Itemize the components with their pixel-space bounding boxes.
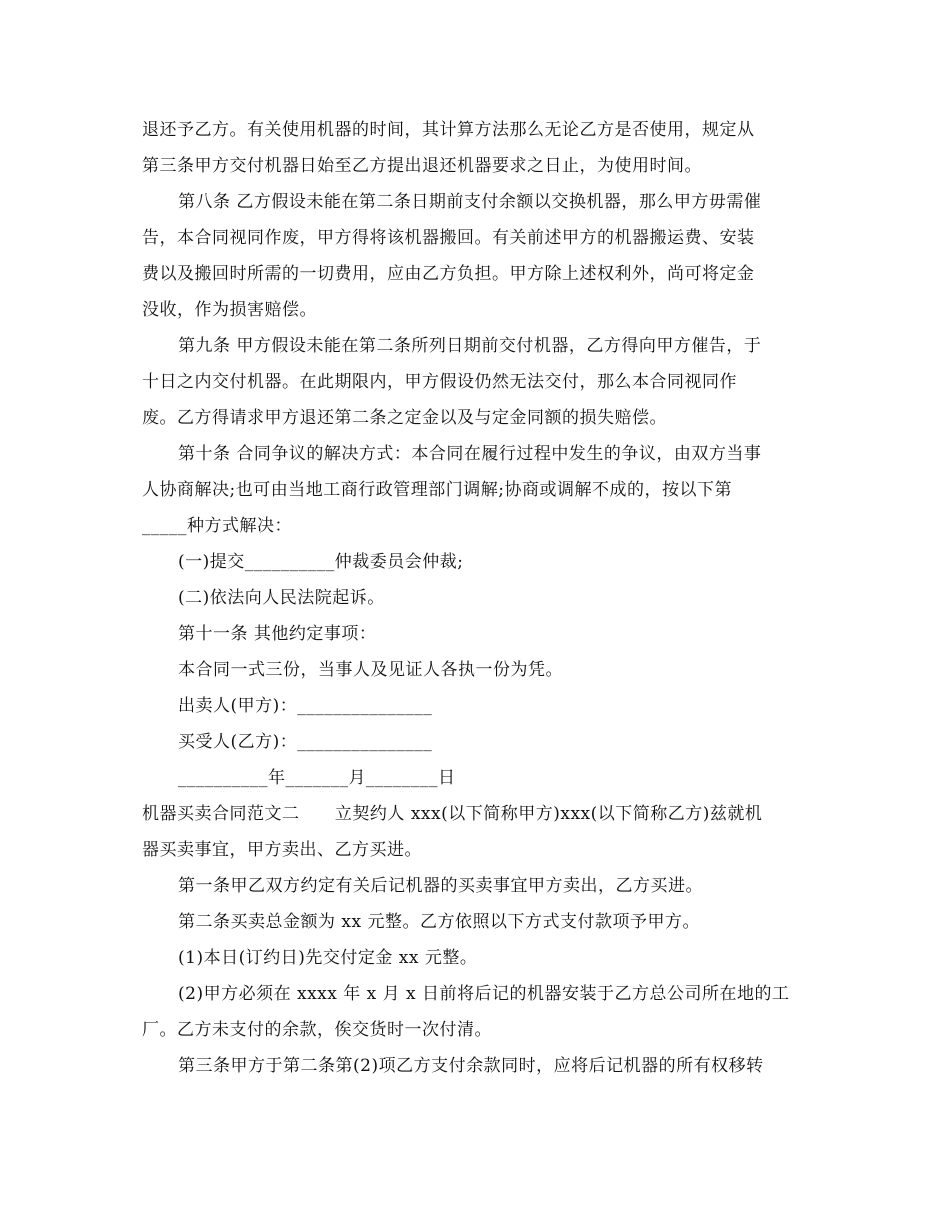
- article-3-line: 第三条甲方于第二条第(2)项乙方支付余款同时，应将后记机器的所有权移转: [178, 1056, 764, 1076]
- article-10-line: 第十条 合同争议的解决方式：本合同在履行过程中发生的争议，由双方当事: [178, 444, 762, 464]
- article-9-line: 第九条 甲方假设未能在第二条所列日期前交付机器，乙方得向甲方催告，于: [178, 336, 762, 356]
- text-line: 器买卖事宜，甲方卖出、乙方买进。: [142, 840, 422, 860]
- contract-two-title-line: 机器买卖合同范文二 立契约人 xxx(以下简称甲方)xxx(以下简称乙方)兹就机: [142, 804, 763, 824]
- option-2-line: (二)依法向人民法院起诉。: [178, 588, 385, 608]
- text-line: 十日之内交付机器。在此期限内，甲方假设仍然无法交付，那么本合同视同作: [142, 372, 737, 392]
- copies-line: 本合同一式三份，当事人及见证人各执一份为凭。: [178, 660, 563, 680]
- text-line: 没收，作为损害赔偿。: [142, 300, 317, 320]
- option-1-line: (一)提交__________仲裁委员会仲裁;: [178, 552, 464, 572]
- article-2-line: 第二条买卖总金额为 xx 元整。乙方依照以下方式支付款项予甲方。: [178, 912, 700, 932]
- buyer-signature-line: 买受人(乙方)：_______________: [178, 732, 433, 752]
- seller-signature-line: 出卖人(甲方)：_______________: [178, 696, 433, 716]
- item-1-line: (1)本日(订约日)先交付定金 xx 元整。: [178, 948, 478, 968]
- item-2-line: (2)甲方必须在 xxxx 年 x 月 x 日前将后记的机器安装于乙方总公司所在地的工: [178, 984, 790, 1004]
- text-line: 费以及搬回时所需的一切费用，应由乙方负担。甲方除上述权利外，尚可将定金: [142, 264, 755, 284]
- article-8-line: 第八条 乙方假设未能在第二条日期前支付余额以交换机器，那么甲方毋需催: [178, 192, 762, 212]
- text-line: 厂。乙方未支付的余款，俟交货时一次付清。: [142, 1020, 492, 1040]
- text-line: 第三条甲方交付机器日始至乙方提出退还机器要求之日止，为使用时间。: [142, 156, 702, 176]
- text-line: _____种方式解决：: [142, 516, 292, 536]
- text-line: 退还予乙方。有关使用机器的时间，其计算方法那么无论乙方是否使用，规定从: [142, 120, 755, 140]
- date-line: __________年_______月________日: [178, 768, 456, 788]
- text-line: 人协商解决;也可由当地工商行政管理部门调解;协商或调解不成的，按以下第: [142, 480, 732, 500]
- article-1-line: 第一条甲乙双方约定有关后记机器的买卖事宜甲方卖出，乙方买进。: [178, 876, 703, 896]
- text-line: 告，本合同视同作废，甲方得将该机器搬回。有关前述甲方的机器搬运费、安装: [142, 228, 755, 248]
- text-line: 废。乙方得请求甲方退还第二条之定金以及与定金同额的损失赔偿。: [142, 408, 667, 428]
- article-11-line: 第十一条 其他约定事项：: [178, 624, 377, 644]
